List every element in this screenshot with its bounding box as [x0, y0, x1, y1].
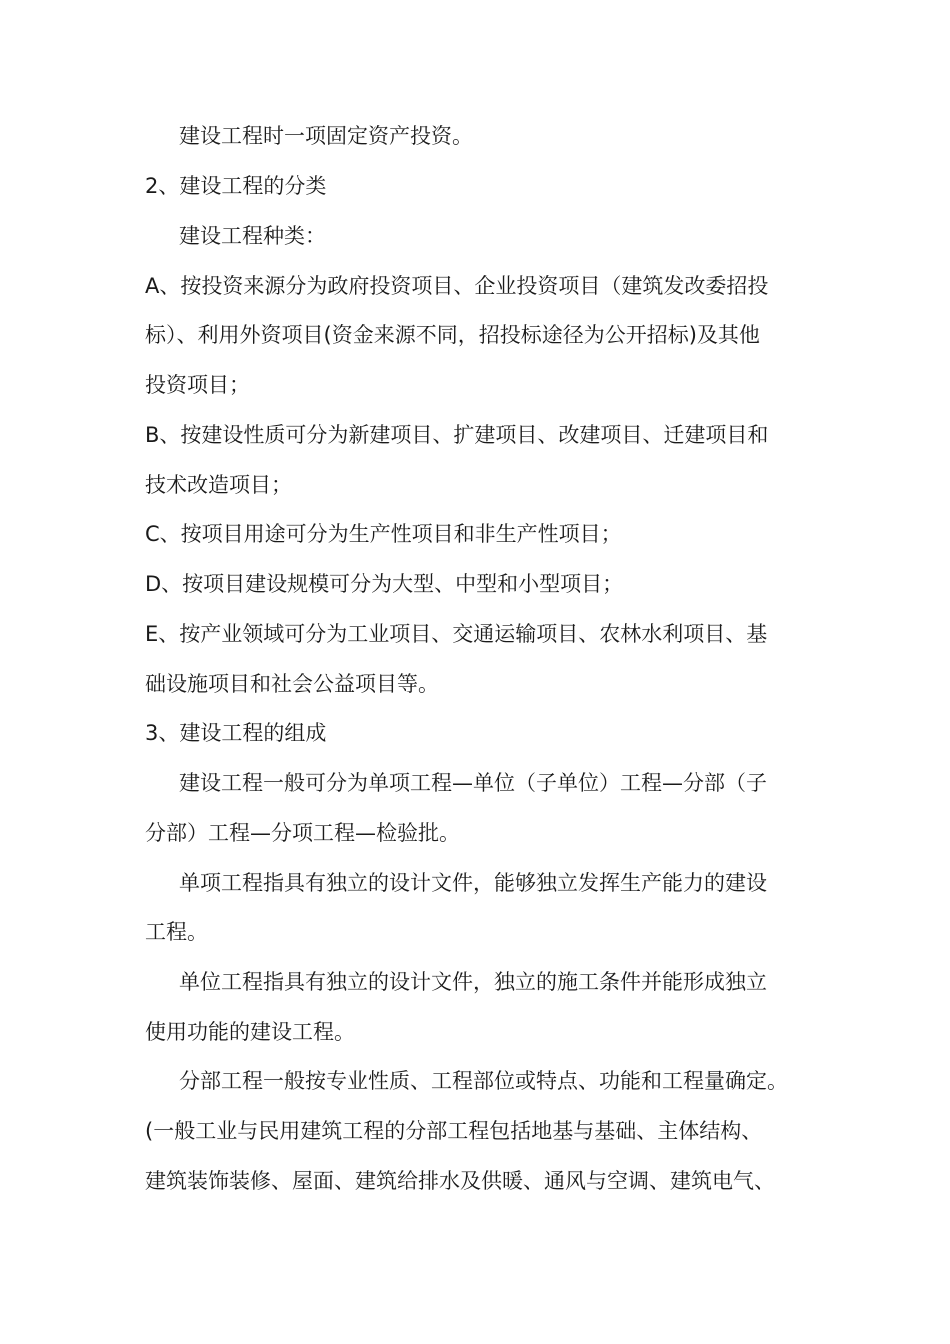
list-item-line: B、按建设性质可分为新建项目、扩建项目、改建项目、迁建项目和: [145, 423, 769, 447]
paragraph-line: 分部工程一般按专业性质、工程部位或特点、功能和工程量确定。: [179, 1069, 788, 1093]
list-item-line: D、按项目建设规模可分为大型、中型和小型项目；: [145, 572, 624, 596]
paragraph-line: 建设工程种类：: [179, 224, 326, 248]
section-heading: 3、建设工程的组成: [145, 721, 327, 745]
paragraph-line: 单位工程指具有独立的设计文件，独立的施工条件并能形成独立: [179, 970, 767, 994]
list-item-line: E、按产业领域可分为工业项目、交通运输项目、农林水利项目、基: [145, 622, 768, 646]
paragraph-line: 建设工程一般可分为单项工程—单位（子单位）工程—分部（子: [179, 771, 767, 795]
list-item-line: 投资项目；: [145, 373, 250, 397]
list-item-line: 标）、利用外资项目(资金来源不同，招投标途径为公开招标)及其他: [145, 323, 760, 347]
paragraph-line: 分部）工程—分项工程—检验批。: [145, 821, 460, 845]
section-heading: 2、建设工程的分类: [145, 174, 327, 198]
list-item-line: C、按项目用途可分为生产性项目和非生产性项目；: [145, 522, 622, 546]
paragraph-line: 使用功能的建设工程。: [145, 1020, 355, 1044]
paragraph-line: (一般工业与民用建筑工程的分部工程包括地基与基础、主体结构、: [145, 1119, 763, 1143]
paragraph-line: 建设工程时一项固定资产投资。: [179, 124, 473, 148]
list-item-line: A、按投资来源分为政府投资项目、企业投资项目（建筑发改委招投: [145, 274, 769, 298]
paragraph-line: 工程。: [145, 920, 208, 944]
paragraph-line: 建筑装饰装修、屋面、建筑给排水及供暖、通风与空调、建筑电气、: [145, 1169, 775, 1193]
list-item-line: 技术改造项目；: [145, 473, 292, 497]
paragraph-line: 单项工程指具有独立的设计文件，能够独立发挥生产能力的建设: [179, 871, 767, 895]
list-item-line: 础设施项目和社会公益项目等。: [145, 672, 439, 696]
